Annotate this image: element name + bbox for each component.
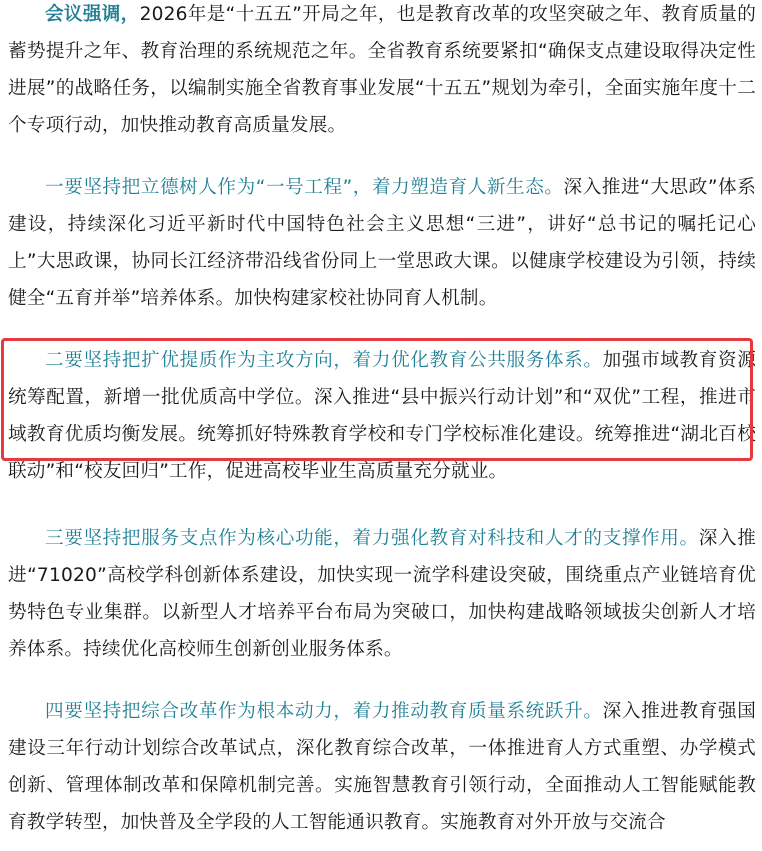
paragraph-lead: 一要坚持把立德树人作为“一号工程”，着力塑造育人新生态。 (45, 177, 564, 198)
paragraph-point-1 (8, 169, 756, 317)
paragraph-lead: 四要坚持把综合改革作为根本动力，着力推动教育质量系统跃升。 (45, 701, 603, 722)
paragraph-text: 加强市域教育资源统筹配置，新增一批优质高中学位。深入推进“县中振兴行动计划”和“双优”工程，推进市域教育优质均衡发展。统筹抓好特殊教育学校和专门学校标准化建设。统筹推进“湖北百校联动”和“校友回归”工作，促进高校毕业生高质量充分就业。 (8, 350, 756, 482)
paragraph-point-4 (8, 693, 756, 841)
paragraph-text: 深入推进教育强国建设三年行动计划综合改革试点，深化教育综合改革，一体推进育人方式重塑、办学模式创新、管理体制改革和保障机制完善。实施智慧教育引领行动，全面推动人工智能赋能教育教学转型，加快普及全学段的人工智能通识教育。实施教育对外开放与交流合 (8, 701, 756, 833)
paragraph-text: 深入推进“大思政”体系建设，持续深化习近平新时代中国特色社会主义思想“三进”，讲好“总书记的嘱托记心上”大思政课，协同长江经济带沿线省份同上一堂思政大课。以健康学校建设为引领，持续健全“五育并举”培养体系。加快构建家校社协同育人机制。 (8, 177, 756, 309)
paragraph-text: 2026年是“十五五”开局之年，也是教育改革的攻坚突破之年、教育质量的蓄势提升之年、教育治理的系统规范之年。全省教育系统要紧扣“确保支点建设取得决定性进展”的战略任务，以编制实施全省教育事业发展“十五五”规划为牵引，全面实施年度十二个专项行动，加快推动教育高质量发展。 (8, 4, 756, 136)
paragraph-point-2 (8, 342, 756, 490)
paragraph-text: 深入推进“71020”高校学科创新体系建设，加快实现一流学科建设突破，围绕重点产业链培育优势特色专业集群。以新型人才培养平台布局为突破口，加快构建战略领域拔尖创新人才培养体系。持续优化高校师生创新创业服务体系。 (8, 528, 756, 660)
paragraph-lead: 二要坚持把扩优提质作为主攻方向，着力优化教育公共服务体系。 (45, 350, 603, 371)
paragraph-point-3 (8, 520, 756, 668)
paragraph-lead: 会议强调， (45, 4, 140, 25)
paragraph-lead: 三要坚持把服务支点作为核心功能，着力强化教育对科技和人才的支撑作用。 (45, 528, 699, 549)
paragraph-meeting-emphasis (8, 0, 756, 144)
